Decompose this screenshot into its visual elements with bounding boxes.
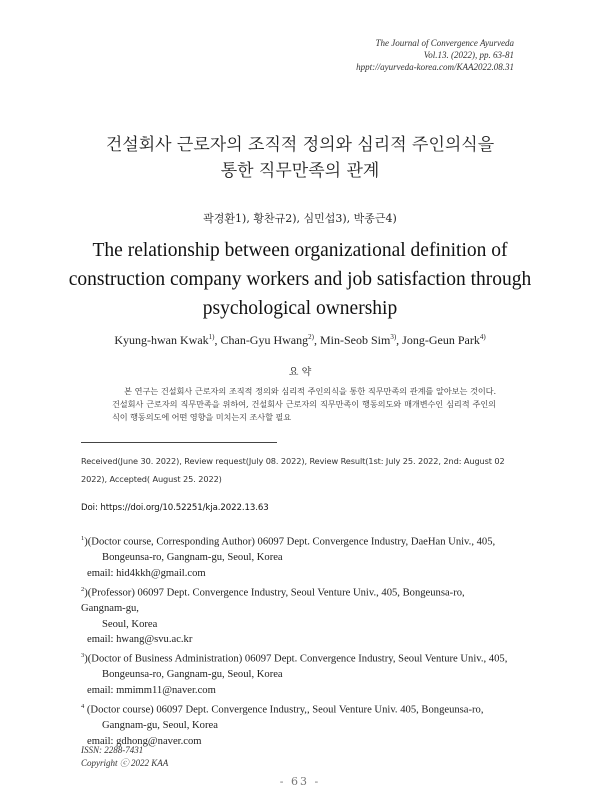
english-authors (0, 333, 600, 348)
received-dates: Received(June 30. 2022), Review request(July 08. 2022), Review Result(1st: July 25. 2022, 2nd: August 02 2022), Accepted( August 25. 2022) (81, 456, 505, 484)
english-title-line-1: The relationship between organizational definition of (92, 240, 508, 261)
english-title (60, 236, 540, 323)
author-3: Min-Seob Sim$^{3)}$, (319, 333, 403, 347)
page-number: - 63 - (279, 775, 321, 788)
affiliation-2: $^2$)(Professor) 06097 Dept. Convergence Industry, Seoul Venture Univ., 405, Bongeunsa-ro, Gangnam-gu, Seoul, Korea email: hwang@svu.ac.kr (81, 582, 508, 648)
affiliation-1: $^1$)(Doctor course, Corresponding Author) 06097 Dept. Convergence Industry, DaeHan Univ., 405, Bongeunsa-ro, Gangnam-gu, Seoul, Korea email: hid4kkh@gmail.com (81, 531, 508, 582)
author-1: Kyung-hwan Kwak$^{1)}$, (114, 333, 221, 347)
affiliation-3: $^3$)(Doctor of Business Administration) 06097 Dept. Convergence Industry, Seoul Venture Univ., 405, Bongeunsa-ro, Gangnam-gu, Seoul, Korea email: mmimm11@naver.com (81, 648, 508, 699)
email-2[interactable]: email: hwang@svu.ac.kr (87, 634, 193, 646)
doi-link[interactable]: Doi: https://doi.org/10.52251/kja.2022.13.63 (81, 503, 269, 513)
affiliations (81, 531, 508, 749)
copyright: Copyright ⓒ 2022 KAA (81, 758, 169, 768)
korean-authors: 곽경환1), 황찬규2), 심민섭3), 박종근4) (203, 212, 397, 225)
email-1[interactable]: email: hid4kkh@gmail.com (87, 567, 206, 579)
english-title-line-3: psychological ownership (202, 298, 398, 319)
email-3[interactable]: email: mmimm11@naver.com (87, 684, 216, 696)
korean-title-line-2: 통한 직무만족의 관계 (220, 161, 380, 181)
email-4[interactable]: email: gdhong@naver.com (87, 735, 202, 747)
author-2: Chan-Gyu Hwang$^{2)}$, (220, 333, 320, 347)
english-title-line-2: construction company workers and job satisfaction through (68, 269, 532, 290)
korean-title-line-1: 건설회사 근로자의 조직적 정의와 심리적 주인의식을 (105, 135, 495, 155)
footnote-rule (81, 442, 277, 443)
footer (81, 744, 168, 770)
journal-name: The Journal of Convergence Ayurveda (375, 38, 514, 48)
journal-url: hppt://ayurveda-korea.com/KAA2022.08.31 (356, 62, 514, 72)
korean-title (0, 132, 600, 184)
author-4: Jong-Geun Park$^{4)}$ (402, 333, 486, 347)
abstract-text: 본 연구는 건설회사 근로자의 조직적 정의와 심리적 주인의식을 통한 직무만족의 관계를 알아보는 것이다. 건설회사 근로자의 직무만족을 위하여, 건설회사 근로자의 직무만족이 행동의도와 매개변수인 심리적 주인의식이 행동의도에 어떤 영향을 미치는지 조사할 필요 (112, 386, 496, 422)
journal-volume: Vol.13. (2022), pp. 63-81 (423, 50, 514, 60)
journal-header (356, 37, 514, 73)
abstract-heading: 요 약 (288, 367, 312, 378)
affiliation-4: $^4$ (Doctor course) 06097 Dept. Convergence Industry,, Seoul Venture Univ. 405, Bongeunsa-ro, Gangnam-gu, Seoul, Korea email: gdhong@naver.com (81, 699, 508, 750)
issn: ISSN: 2288-7431 (81, 745, 144, 755)
